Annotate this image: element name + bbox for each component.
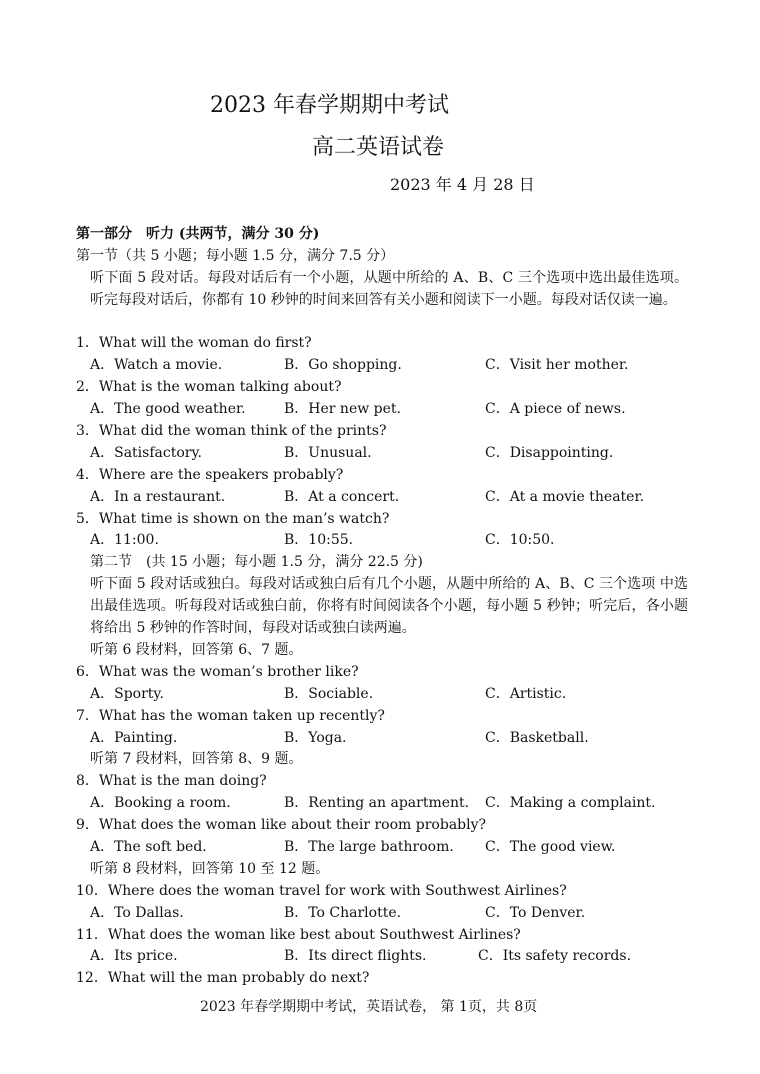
option-a: A．Booking a room. — [90, 795, 231, 812]
option-b: B．Yoga. — [284, 729, 347, 746]
exam-subtitle: 高二英语试卷 — [312, 135, 445, 160]
option-a: A．Satisfactory. — [90, 444, 202, 461]
option-c: C．A piece of news. — [485, 401, 626, 418]
question-7 — [76, 706, 688, 750]
question-number: 8． — [76, 773, 99, 790]
option-c: C．To Denver. — [485, 904, 586, 921]
question-text: Where does the woman travel for work with Southwest Airlines? — [107, 882, 567, 899]
question-group-1-5 — [76, 333, 688, 552]
section1-instructions: 听下面 5 段对话。每段对话后有一个小题，从题中所给的 A、B、C 三个选项中选出最佳选项。听完每段对话后，你都有 10 秒钟的时间来回答有关小题和阅读下一小题。每段对话仅读一遍。 — [90, 269, 688, 308]
question-text: What does the woman like about their room probably? — [98, 817, 487, 834]
question-12 — [76, 968, 688, 990]
option-a: A．To Dallas. — [90, 904, 184, 921]
option-c: C．The good view. — [485, 838, 616, 855]
question-text: Where are the speakers probably? — [98, 466, 344, 483]
section2-instructions: 听下面 5 段对话或独白。每段对话或独白后有几个小题，从题中所给的 A、B、C 三个选项 中选出最佳选项。听每段对话或独白前，你将有时间阅读各个小题，每小题 5 秒钟；听完后，各小题将给出 5 秒钟的作答时间，每段对话或独白读两遍。 — [90, 576, 688, 637]
question-number: 7． — [76, 707, 99, 724]
exam-title: 2023 年春学期期中考试 — [210, 93, 449, 118]
question-number: 3． — [76, 423, 99, 440]
question-number: 6． — [76, 663, 99, 680]
question-number: 12． — [76, 970, 108, 987]
option-c: C．Its safety records. — [478, 948, 632, 965]
option-b: B．Its direct flights. — [284, 948, 427, 965]
question-number: 10． — [76, 882, 108, 899]
question-8 — [76, 771, 688, 815]
exam-date: 2023 年 4 月 28 日 — [390, 175, 535, 194]
question-text: What was the woman’s brother like? — [98, 663, 359, 680]
material-6-note: 听第 6 段材料，回答第 6、7 题。 — [90, 641, 303, 658]
question-5 — [76, 509, 688, 553]
question-text: What is the woman talking about? — [98, 379, 342, 396]
question-6 — [76, 662, 688, 706]
option-b: B．Her new pet. — [284, 401, 401, 418]
option-c: C．10:50. — [485, 532, 555, 549]
option-c: C．Artistic. — [485, 685, 567, 702]
question-number: 2． — [76, 379, 99, 396]
option-c: C．Making a complaint. — [485, 795, 656, 812]
option-c: C．At a movie theater. — [485, 488, 645, 505]
option-b: B．Unusual. — [284, 444, 372, 461]
question-number: 5． — [76, 510, 99, 527]
question-number: 11． — [76, 926, 108, 943]
option-a: A．Sporty. — [90, 685, 164, 702]
exam-content — [76, 224, 688, 990]
question-2 — [76, 377, 688, 421]
question-text: What is the man doing? — [98, 773, 267, 790]
question-text: What time is shown on the man’s watch? — [98, 510, 390, 527]
option-a: A．In a restaurant. — [90, 488, 226, 505]
question-text: What did the woman think of the prints? — [98, 423, 387, 440]
option-b: B．The large bathroom. — [284, 838, 454, 855]
question-11 — [76, 925, 688, 969]
page-footer: 2023 年春学期期中考试，英语试卷， 第 1页，共 8页 — [200, 999, 538, 1015]
option-a: A．Painting. — [90, 729, 178, 746]
section2-heading: 第二节 (共 15 小题；每小题 1.5 分，满分 22.5 分) — [90, 554, 423, 571]
question-text: What has the woman taken up recently? — [98, 707, 385, 724]
option-a: A．11:00. — [90, 532, 159, 549]
option-a: A．Watch a movie. — [90, 357, 223, 374]
option-a: A．The soft bed. — [90, 838, 207, 855]
option-b: B．At a concert. — [284, 488, 400, 505]
option-a: A．The good weather. — [90, 401, 246, 418]
option-b: B．Go shopping. — [284, 357, 402, 374]
option-c: C．Visit her mother. — [485, 357, 629, 374]
option-b: B．Renting an apartment. — [284, 795, 470, 812]
material-8-note: 听第 8 段材料，回答第 10 至 12 题。 — [90, 860, 330, 877]
section1-heading: 第一节（共 5 小题；每小题 1.5 分，满分 7.5 分） — [76, 247, 395, 264]
option-c: C．Basketball. — [485, 729, 589, 746]
question-9 — [76, 815, 688, 859]
option-b: B．To Charlotte. — [284, 904, 402, 921]
question-text: What will the woman do first? — [98, 335, 312, 352]
question-text: What will the man probably do next? — [107, 970, 370, 987]
question-3 — [76, 421, 688, 465]
option-b: B．Sociable. — [284, 685, 374, 702]
question-1 — [76, 333, 688, 377]
question-4 — [76, 465, 688, 509]
question-text: What does the woman like best about Southwest Airlines? — [107, 926, 521, 943]
option-a: A．Its price. — [90, 948, 178, 965]
question-number: 9． — [76, 817, 99, 834]
question-number: 1． — [76, 335, 99, 352]
question-number: 4． — [76, 466, 99, 483]
part1-heading: 第一部分 听力 (共两节，满分 30 分) — [76, 226, 320, 242]
option-b: B．10:55. — [284, 532, 354, 549]
question-10 — [76, 881, 688, 925]
option-c: C．Disappointing. — [485, 444, 614, 461]
material-7-note: 听第 7 段材料，回答第 8、9 题。 — [90, 751, 303, 768]
